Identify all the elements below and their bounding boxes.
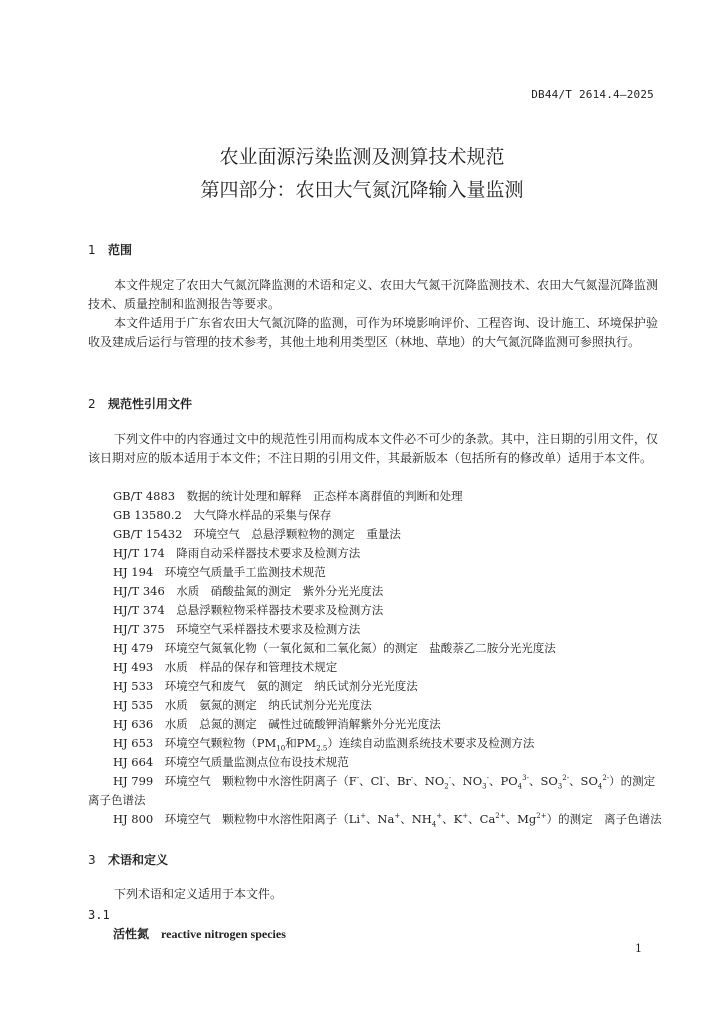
section-title: 规范性引用文件 — [108, 397, 193, 411]
document-title: 农业面源污染监测及测算技术规范 — [219, 146, 505, 168]
reference-item-hj653: HJ 653 环境空气颗粒物（$PM_{10}$和$PM_{2.5}$）连续自动监测系统技术要求及检测方法 — [113, 736, 535, 753]
reference-item: GB 13580.2 大气降水样品的采集与保存 — [113, 508, 332, 522]
section-title: 范围 — [108, 243, 133, 257]
normative-references-intro: 下列文件中的内容通过文中的规范性引用而构成本文件必不可少的条款。其中，注日期的引用文件，仅该日期对应的版本适用于本文件；不注日期的引用文件，其最新版本（包括所有的修改单）适用于本文件。 — [88, 432, 658, 465]
reference-item: HJ 479 环境空气氮氧化物（一氧化氮和二氧化氮）的测定 盐酸萘乙二胺分光光度法 — [113, 641, 556, 655]
reference-item: GB/T 15432 环境空气 总悬浮颗粒物的测定 重量法 — [113, 527, 401, 541]
reference-item: HJ 664 环境空气质量监测点位布设技术规范 — [113, 755, 349, 769]
reference-item: HJ/T 346 水质 硝酸盐氮的测定 紫外分光光度法 — [113, 584, 384, 598]
reference-item-hj799: HJ 799 环境空气 颗粒物中水溶性阴离子（F-、Cl-、Br-、$NO_2^-$、$NO_3^-$、$PO_4^{3-}$、$SO_3^{2-}$、$SO_4^{2-}$）的测定 — [113, 774, 656, 791]
scope-paragraph-2: 本文件适用于广东省农田大气氮沉降的监测，可作为环境影响评价、工程咨询、设计施工、环境保护验收及建成后运行与管理的技术参考，其他土地利用类型区（林地、草地）的大气氮沉降监测可参照执行。 — [88, 316, 658, 349]
term-number: 3.1 — [88, 908, 110, 922]
document-subtitle: 第四部分：农田大气氮沉降输入量监测 — [200, 179, 524, 201]
reference-item: HJ 636 水质 总氮的测定 碱性过硫酸钾消解紫外分光光度法 — [113, 717, 441, 731]
document-id: DB44/T 2614.4—2025 — [531, 88, 654, 101]
reference-item: HJ 493 水质 样品的保存和管理技术规定 — [113, 660, 338, 674]
section-number: 1 — [88, 243, 96, 257]
terms-intro: 下列术语和定义适用于本文件。 — [114, 887, 283, 901]
term-chinese: 活性氮 — [113, 927, 150, 941]
section-3-heading — [88, 851, 168, 868]
section-title: 术语和定义 — [108, 853, 169, 867]
reference-item-hj800: HJ 800 环境空气 颗粒物中水溶性阳离子（Li+、Na+、$NH_4^+$、K+、$Ca^{2+}$、$Mg^{2+}$）的测定 离子色谱法 — [113, 812, 662, 829]
reference-item: HJ 533 环境空气和废气 氨的测定 纳氏试剂分光光度法 — [113, 679, 418, 693]
reference-item: HJ 535 水质 氨氮的测定 纳氏试剂分光光度法 — [113, 698, 372, 712]
term-english: reactive nitrogen species — [161, 927, 286, 941]
scope-paragraph-1: 本文件规定了农田大气氮沉降监测的术语和定义、农田大气氮干沉降监测技术、农田大气氮湿沉降监测技术、质量控制和监测报告等要求。 — [88, 278, 658, 311]
reference-item: HJ/T 375 环境空气采样器技术要求及检测方法 — [113, 622, 361, 636]
reference-item: HJ 194 环境空气质量手工监测技术规范 — [113, 565, 326, 579]
page-number: 1 — [635, 942, 642, 955]
term-entry — [113, 925, 286, 942]
reference-item: GB/T 4883 数据的统计处理和解释 正态样本离群值的判断和处理 — [113, 489, 463, 503]
reference-item: HJ/T 374 总悬浮颗粒物采样器技术要求及检测方法 — [113, 603, 384, 617]
reference-item: HJ/T 174 降雨自动采样器技术要求及检测方法 — [113, 546, 361, 560]
section-number: 2 — [88, 397, 96, 411]
section-2-heading — [88, 395, 192, 412]
section-number: 3 — [88, 853, 96, 867]
section-1-heading — [88, 241, 132, 258]
reference-item-continuation: 离子色谱法 — [88, 793, 146, 807]
